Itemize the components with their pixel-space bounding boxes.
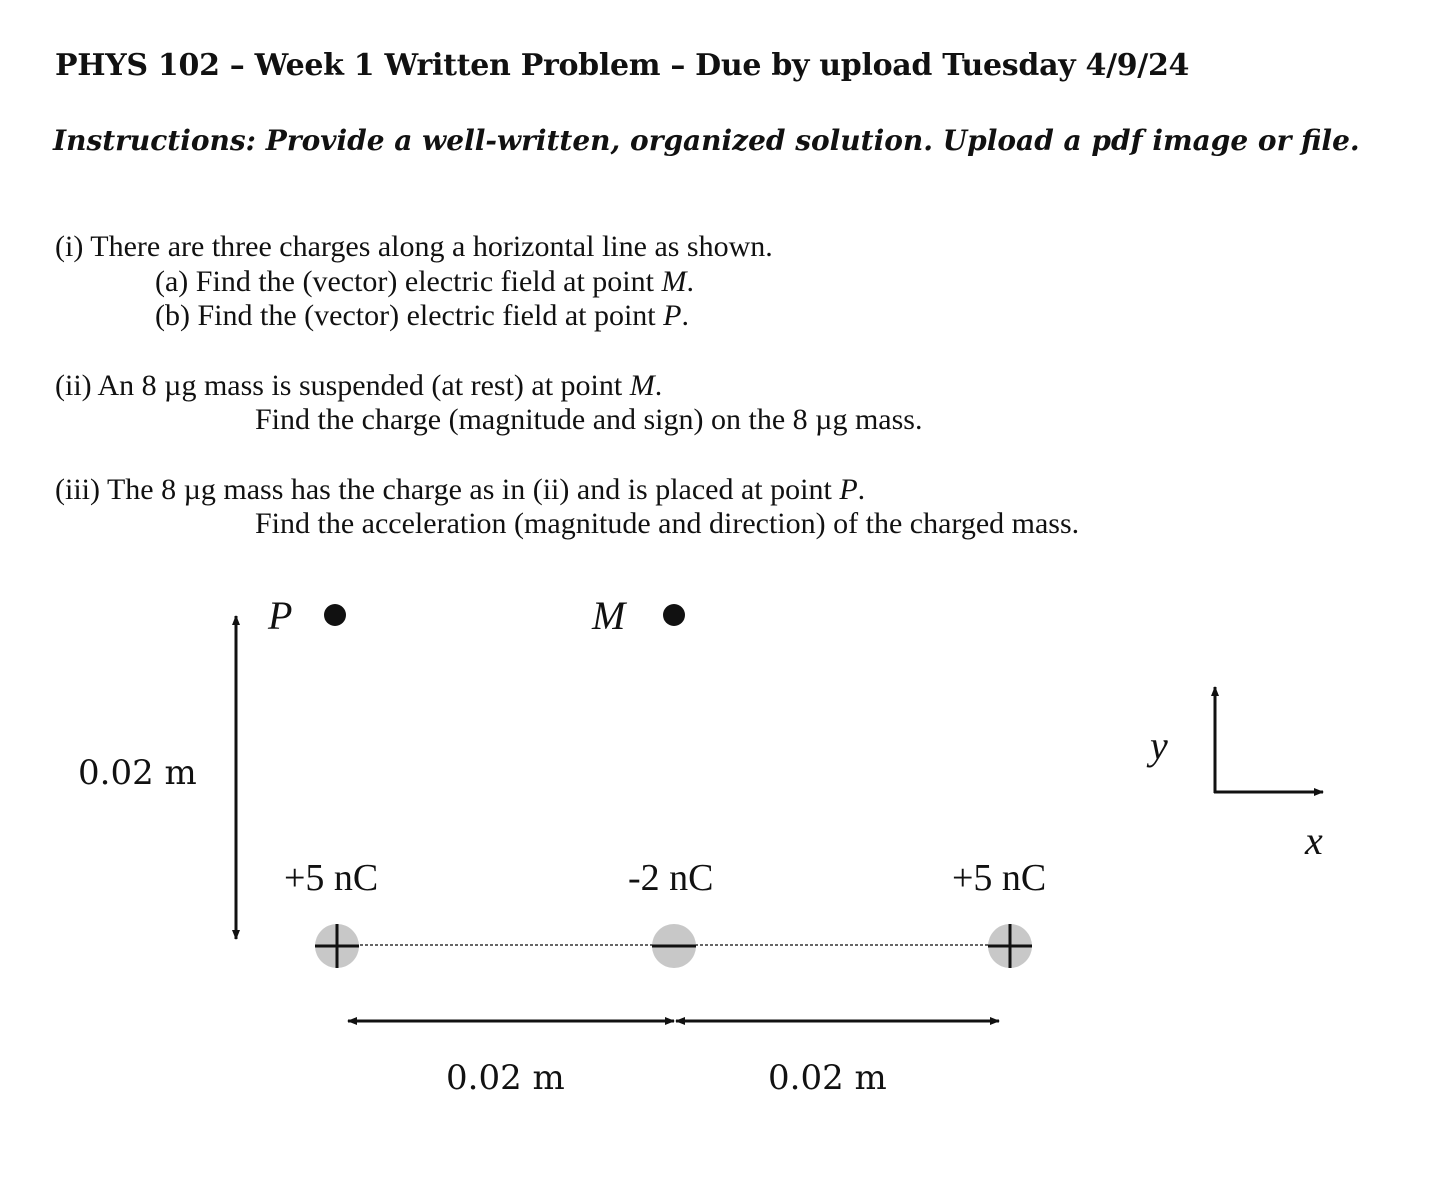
problem-i-part-a: (a) Find the (vector) electric field at point M. [155, 265, 694, 298]
horizontal-distance-label-1: 0.02 m [446, 1058, 565, 1098]
page-title: PHYS 102 – Week 1 Written Problem – Due by upload Tuesday 4/9/24 [55, 48, 1190, 83]
x-axis-label: x [1305, 818, 1323, 863]
point-P-ref: P [839, 473, 858, 506]
point-M-dot [663, 604, 685, 626]
vertical-distance-label: 0.02 m [78, 753, 197, 793]
instructions: Instructions: Provide a well-written, organized solution. Upload a pdf image or file. [53, 124, 1360, 157]
horizontal-distance-label-2: 0.02 m [768, 1058, 887, 1098]
problem-ii-task: Find the charge (magnitude and sign) on the 8 µg mass. [255, 403, 923, 436]
charge-3-label: +5 nC [952, 857, 1047, 899]
point-M-ref: M [661, 265, 687, 298]
problem-i-part-b: (b) Find the (vector) electric field at point P. [155, 299, 689, 332]
charge-1-symbol [315, 924, 359, 968]
point-P-label: P [268, 593, 293, 638]
problem-i-part-b-text: (b) Find the (vector) electric field at point [155, 299, 664, 332]
point-M-ref: M [629, 369, 655, 402]
problem-iii-intro: (iii) The 8 µg mass has the charge as in (ii) and is placed at point P. [55, 473, 866, 506]
problem-i-part-a-text: (a) Find the (vector) electric field at point [155, 265, 662, 298]
problem-iii-task: Find the acceleration (magnitude and direction) of the charged mass. [255, 507, 1080, 540]
problem-i-intro: (i) There are three charges along a horizontal line as shown. [55, 230, 773, 263]
point-M-label: M [592, 593, 626, 638]
problem-ii-intro: (ii) An 8 µg mass is suspended (at rest) at point M. [55, 369, 663, 402]
charge-2-symbol [652, 924, 696, 968]
problem-ii-intro-text: (ii) An 8 µg mass is suspended (at rest) at point [55, 369, 630, 402]
y-axis-label: y [1150, 723, 1168, 768]
point-P-ref: P [663, 299, 682, 332]
charge-2-label: -2 nC [628, 857, 714, 899]
problem-iii-intro-text: (iii) The 8 µg mass has the charge as in (ii) and is placed at point [55, 473, 840, 506]
point-P-dot [324, 604, 346, 626]
charge-1-label: +5 nC [284, 857, 379, 899]
charge-3-symbol [988, 924, 1032, 968]
